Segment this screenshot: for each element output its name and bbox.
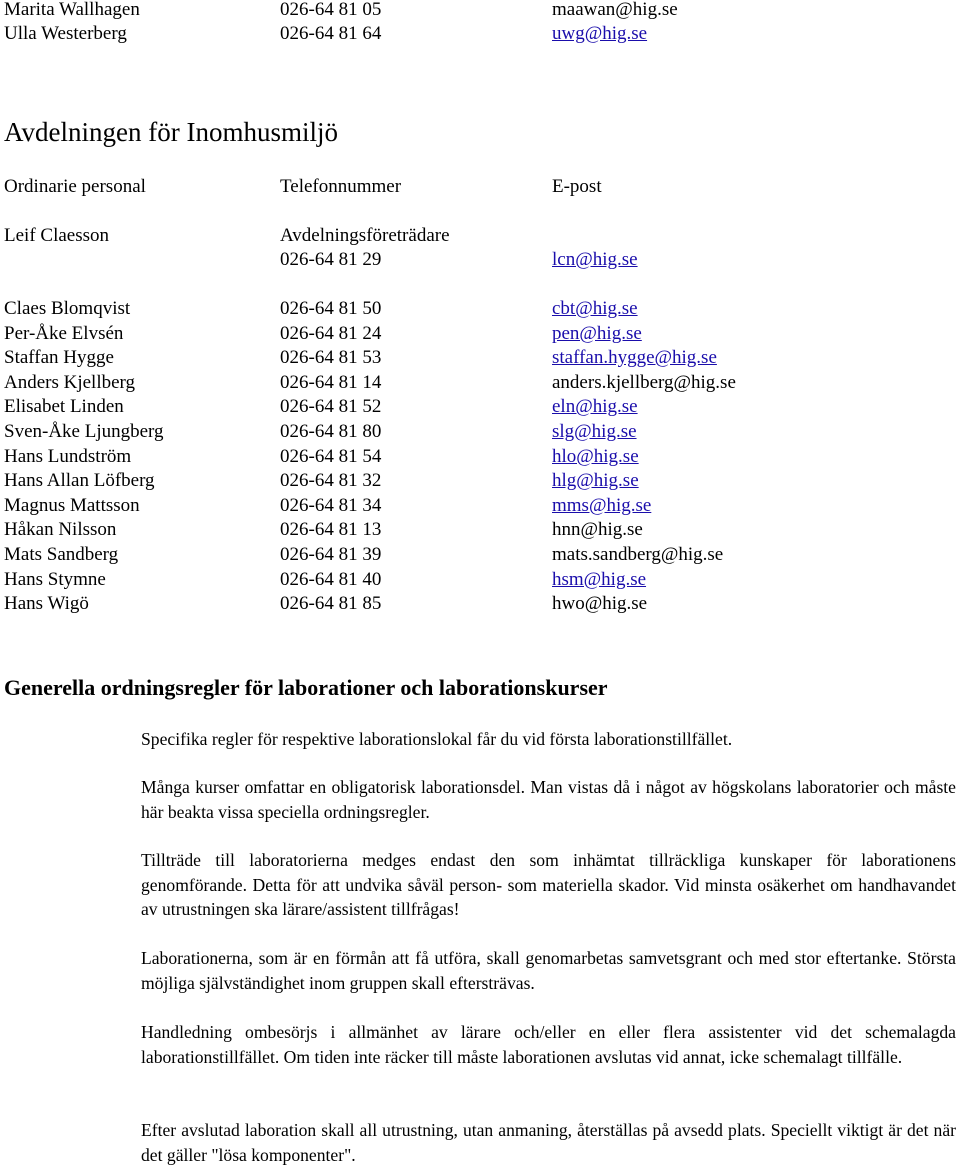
staff-email-link[interactable]: pen@hig.se bbox=[552, 322, 642, 344]
header-email: E-post bbox=[552, 176, 602, 197]
staff-phone: 026-64 81 53 bbox=[280, 347, 382, 369]
staff-email-link[interactable]: hlo@hig.se bbox=[552, 445, 639, 467]
staff-phone: 026-64 81 54 bbox=[280, 445, 382, 467]
staff-phone: 026-64 81 14 bbox=[280, 371, 382, 393]
staff-email-link[interactable]: staffan.hygge@hig.se bbox=[552, 347, 717, 369]
staff-phone: 026-64 81 24 bbox=[280, 322, 382, 344]
contact-email-link[interactable]: uwg@hig.se bbox=[552, 23, 648, 44]
rules-paragraph: Specifika regler för respektive laborationslokal får du vid första laborationstillfället. bbox=[141, 729, 733, 749]
staff-name: Anders Kjellberg bbox=[4, 371, 136, 393]
staff-email: mats.sandberg@hig.se bbox=[552, 544, 724, 565]
lead-email-link[interactable]: lcn@hig.se bbox=[552, 249, 638, 270]
staff-email: anders.kjellberg@hig.se bbox=[552, 371, 736, 393]
staff-name: Staffan Hygge bbox=[4, 347, 114, 369]
contact-name: Ulla Westerberg bbox=[4, 23, 127, 44]
staff-name: Sven-Åke Ljungberg bbox=[4, 421, 164, 442]
lead-role: Avdelningsföreträdare bbox=[280, 225, 450, 246]
lead-name: Leif Claesson bbox=[4, 225, 110, 246]
staff-name: Hans Wigö bbox=[4, 593, 89, 615]
rules-paragraph: Många kurser omfattar en obligatorisk laborationsdel. Man vistas då i något av högskolans laboratorier och måste här beakta vissa speciella ordningsregler. bbox=[141, 777, 956, 822]
header-phone: Telefonnummer bbox=[280, 176, 402, 197]
staff-email-link[interactable]: slg@hig.se bbox=[552, 421, 637, 442]
rules-paragraph: Handledning ombesörjs i allmänhet av lärare och/eller en eller flera assistenter vid det schemalagda laborationstillfället. Om tiden inte räcker till måste laborationen avslutas vid annat, icke schemalagt tillfälle. bbox=[141, 1022, 956, 1067]
staff-name: Magnus Mattsson bbox=[4, 494, 140, 516]
staff-phone: 026-64 81 13 bbox=[280, 519, 382, 541]
rules-title: Generella ordningsregler för laborationer och laborationskurser bbox=[4, 675, 608, 700]
staff-email-link[interactable]: eln@hig.se bbox=[552, 396, 638, 418]
staff-phone: 026-64 81 85 bbox=[280, 593, 382, 615]
contact-name: Marita Wallhagen bbox=[4, 0, 140, 20]
staff-email-link[interactable]: hsm@hig.se bbox=[552, 568, 647, 590]
department-title: Avdelningen för Inomhusmiljö bbox=[4, 117, 338, 147]
staff-name: Hans Stymne bbox=[4, 568, 106, 590]
staff-phone: 026-64 81 50 bbox=[280, 298, 382, 319]
staff-email-link[interactable]: cbt@hig.se bbox=[552, 298, 638, 319]
staff-phone: 026-64 81 40 bbox=[280, 568, 382, 590]
staff-phone: 026-64 81 52 bbox=[280, 396, 382, 418]
staff-name: Håkan Nilsson bbox=[4, 519, 117, 541]
header-staff: Ordinarie personal bbox=[4, 176, 146, 197]
contact-phone: 026-64 81 05 bbox=[280, 0, 382, 20]
staff-name: Mats Sandberg bbox=[4, 544, 119, 565]
staff-email: hnn@hig.se bbox=[552, 519, 643, 541]
lead-phone: 026-64 81 29 bbox=[280, 249, 382, 270]
staff-name: Claes Blomqvist bbox=[4, 298, 131, 319]
staff-name: Per-Åke Elvsén bbox=[4, 322, 124, 344]
rules-paragraph: Tillträde till laboratorierna medges endast den som inhämtat tillräckliga kunskaper för laborationens genomförande. Detta för att undvika såväl person- som materiella skador. Vid minsta osäkerhet om handhavandet av utrustningen ska lärare/assistent tillfrågas! bbox=[141, 850, 956, 919]
rules-paragraph: Laborationerna, som är en förmån att få utföra, skall genomarbetas samvetsgrant och med stor eftertanke. Största möjliga självständighet inom gruppen skall eftersträvas. bbox=[141, 948, 956, 993]
contact-email: maawan@hig.se bbox=[552, 0, 678, 20]
contact-phone: 026-64 81 64 bbox=[280, 23, 382, 44]
staff-phone: 026-64 81 80 bbox=[280, 421, 382, 442]
staff-phone: 026-64 81 32 bbox=[280, 470, 382, 492]
staff-email: hwo@hig.se bbox=[552, 593, 648, 615]
rules-paragraph: Efter avslutad laboration skall all utrustning, utan anmaning, återställas på avsedd plats. Speciellt viktigt är det när det gäller "lösa komponenter". bbox=[141, 1120, 956, 1165]
staff-name: Hans Allan Löfberg bbox=[4, 470, 155, 492]
staff-phone: 026-64 81 34 bbox=[280, 494, 382, 516]
staff-name: Elisabet Linden bbox=[4, 396, 124, 418]
staff-email-link[interactable]: hlg@hig.se bbox=[552, 470, 639, 492]
staff-phone: 026-64 81 39 bbox=[280, 544, 382, 565]
staff-name: Hans Lundström bbox=[4, 445, 132, 467]
staff-email-link[interactable]: mms@hig.se bbox=[552, 494, 652, 516]
